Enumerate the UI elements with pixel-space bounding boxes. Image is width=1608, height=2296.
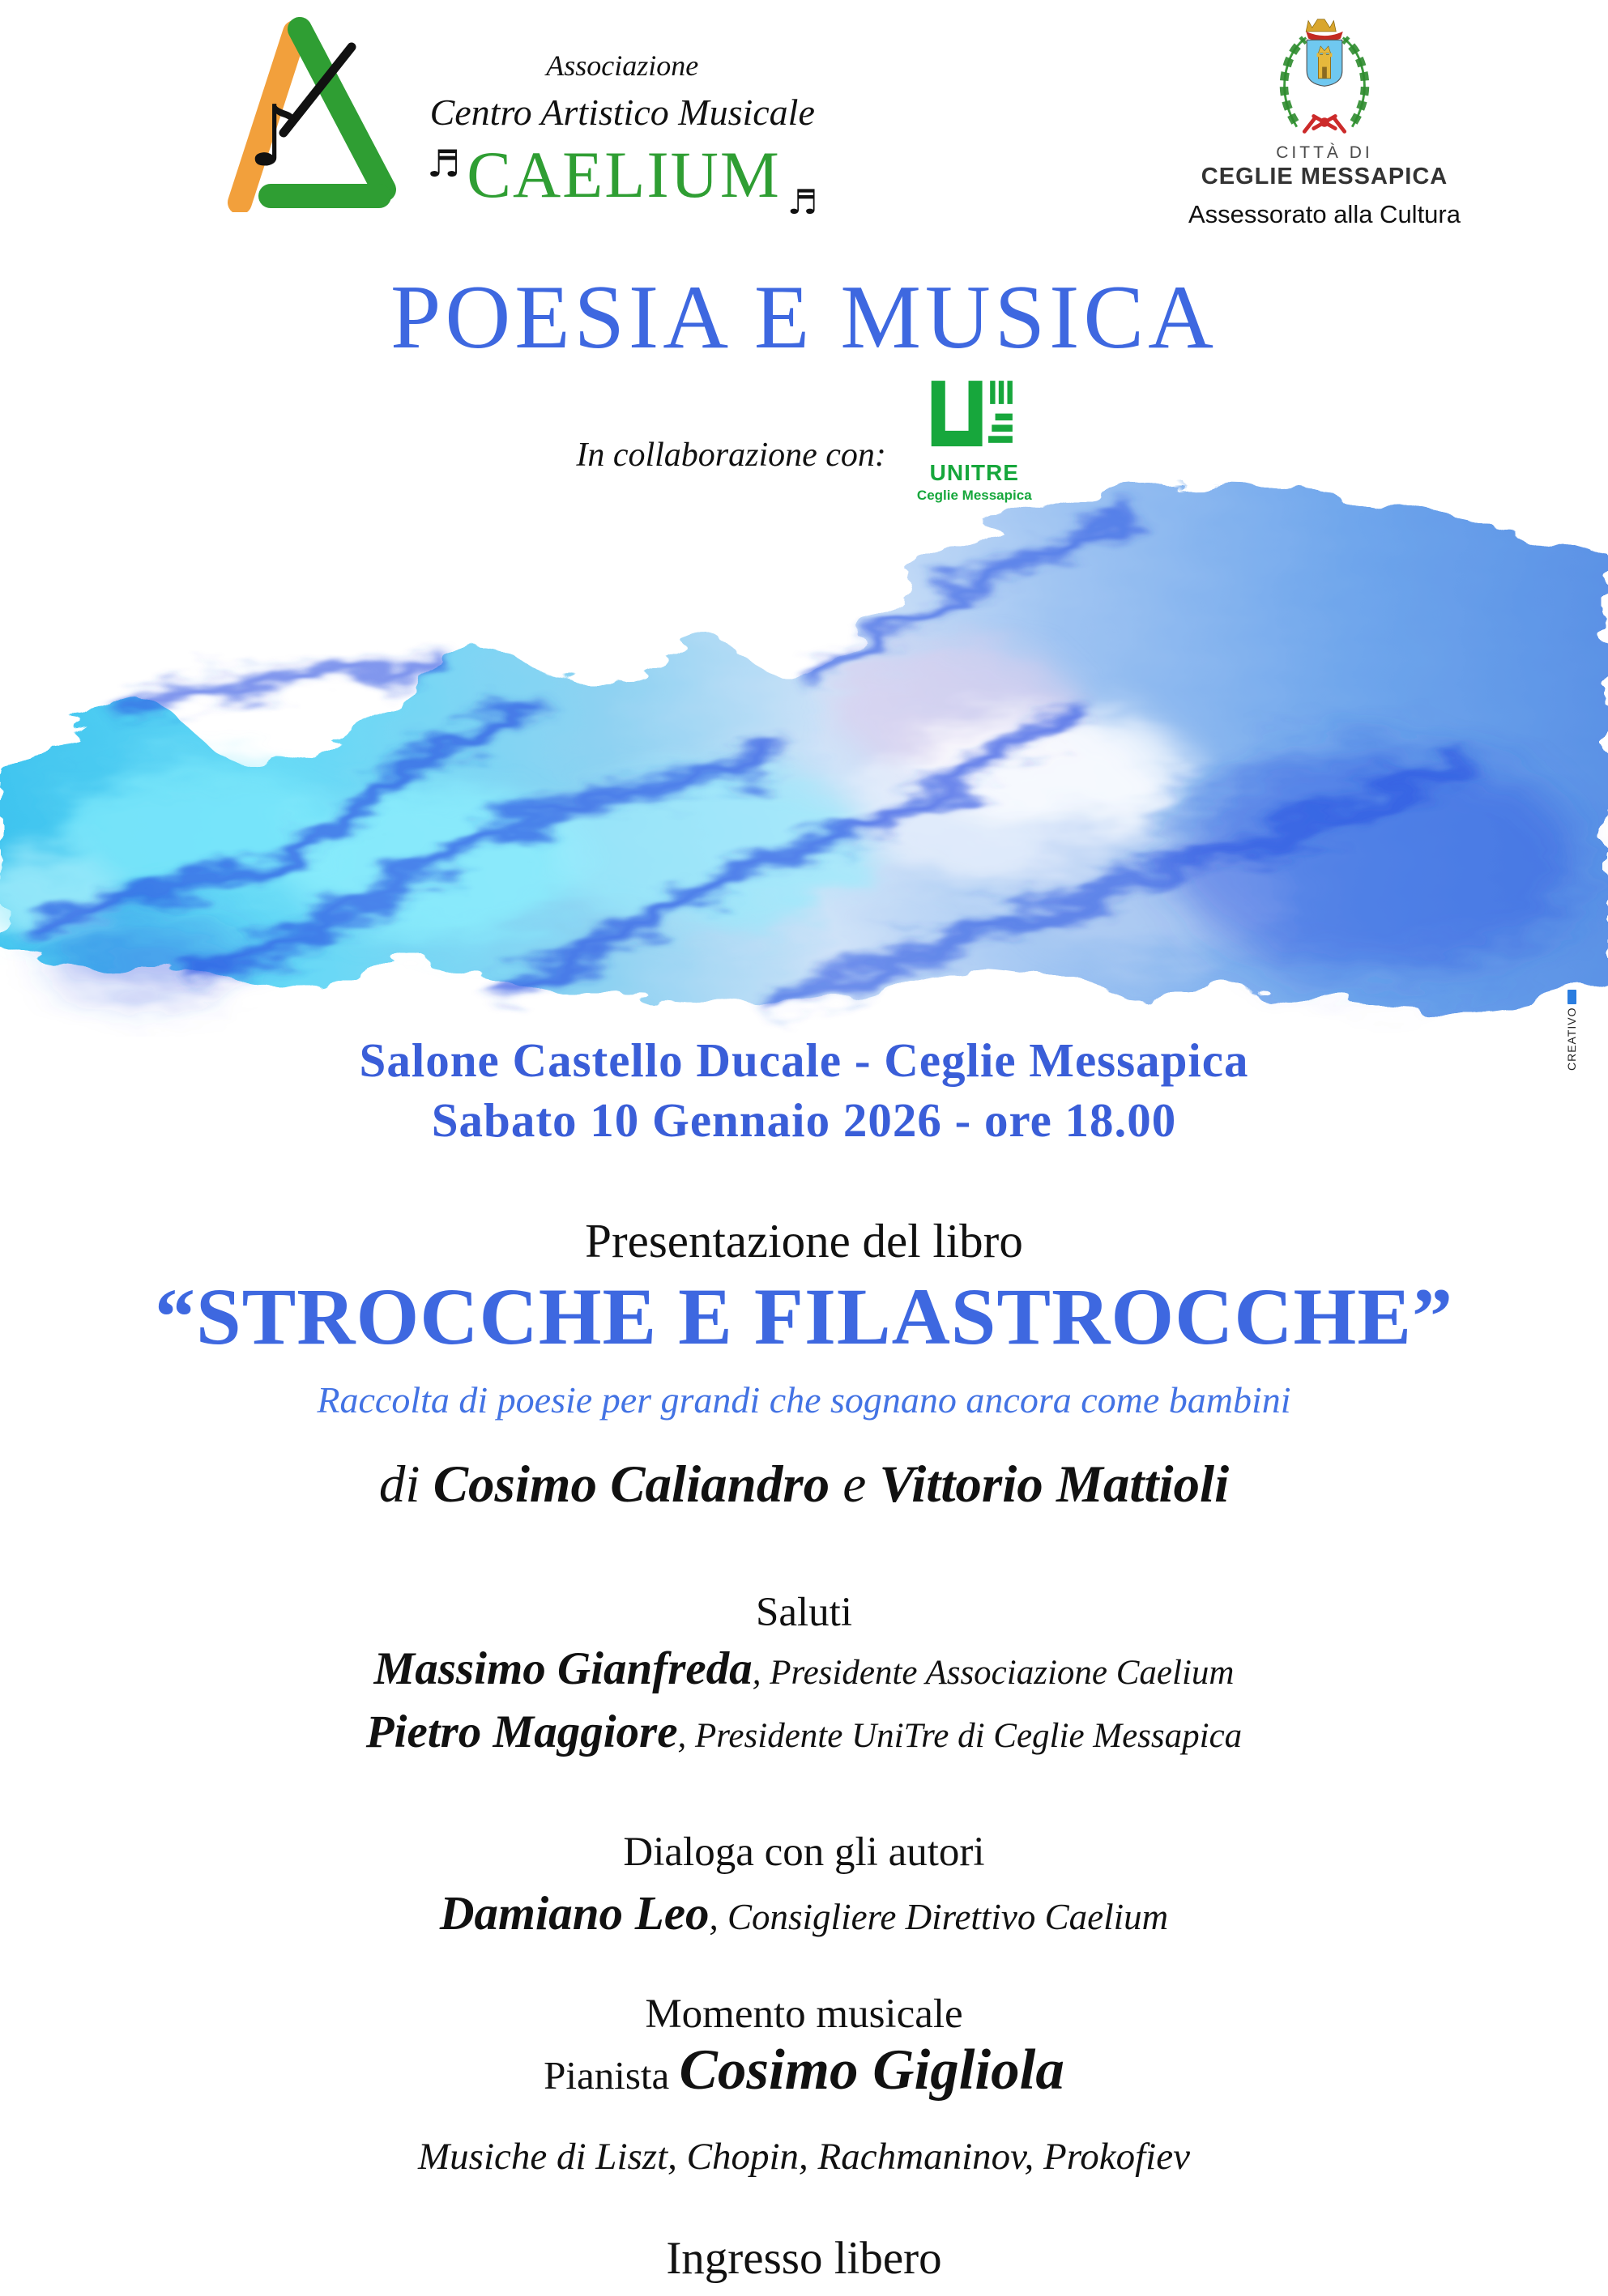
watermark-text: CREATIVO [1565,1007,1578,1071]
book-title: “STROCCHE E FILASTROCCHE” [154,1272,1454,1361]
unitre-subtitle: Ceglie Messapica [916,488,1032,503]
person-role: , Consigliere Direttivo Caelium [709,1897,1169,1937]
pianist-label: Pianista [544,2053,680,2098]
creativo-watermark [1565,990,1578,1071]
unitre-name: UNITRE [929,460,1019,485]
watermark-blue-mark [1567,990,1576,1004]
person-role: , Presidente Associazione Caelium [752,1654,1235,1692]
city-crest-block [1179,15,1470,229]
caelium-logo-text [427,10,817,220]
person-name: Damiano Leo [439,1886,710,1940]
caelium-name: CAELIUM [467,138,781,211]
caelium-line2: Centro Artistico Musicale [429,92,815,133]
caelium-logo [215,10,818,222]
book-authors [0,1455,1608,1515]
date-line: Sabato 10 Gennaio 2026 - ore 18.00 [431,1093,1177,1148]
pianist-name: Cosimo Gigliola [679,2038,1064,2102]
pianist-line [0,2038,1608,2103]
music-note-icon: ♪ [248,87,302,185]
authors-conjunction: e [830,1455,880,1514]
book-subtitle: Raccolta di poesie per grandi che sognano ancora come bambini [317,1379,1291,1421]
free-entry-line: Ingresso libero [666,2233,942,2284]
city-crest-icon [1243,15,1405,138]
music-note-icon: ♬ [427,142,461,185]
author-2: Vittorio Mattioli [879,1455,1230,1514]
saluti-person-1 [0,1642,1608,1695]
dialogue-person [0,1885,1608,1941]
book-intro: Presentazione del libro [585,1214,1023,1267]
music-note-icon: ♬ [787,181,818,222]
page-title: POESIA E MUSICA [390,267,1218,368]
city-line1: CITTÀ DI [1276,143,1373,162]
saluti-heading: Saluti [755,1590,852,1635]
saluti-person-2 [0,1706,1608,1758]
music-heading: Momento musicale [645,1991,963,2037]
venue-line: Salone Castello Ducale - Ceglie Messapica [359,1033,1249,1087]
watercolor-wave-image [0,441,1608,1037]
music-program: Musiche di Liszt, Chopin, Rachmaninov, Prokofiev [418,2136,1190,2178]
authors-prefix: di [378,1455,433,1514]
dialogue-heading: Dialoga con gli autori [623,1830,985,1875]
venue-date [0,1030,1608,1151]
person-name: Massimo Gianfreda [373,1643,753,1694]
author-1: Cosimo Caliandro [433,1455,830,1514]
person-name: Pietro Maggiore [365,1706,678,1757]
collaboration-label: In collaborazione con: [576,437,886,474]
city-line2: CEGLIE MESSAPICA [1201,164,1448,190]
person-role: , Presidente UniTre di Ceglie Messapica [677,1717,1243,1755]
triangle-instrument-icon [215,10,427,212]
caelium-line1: Associazione [546,49,699,82]
city-line3: Assessorato alla Cultura [1188,200,1461,228]
